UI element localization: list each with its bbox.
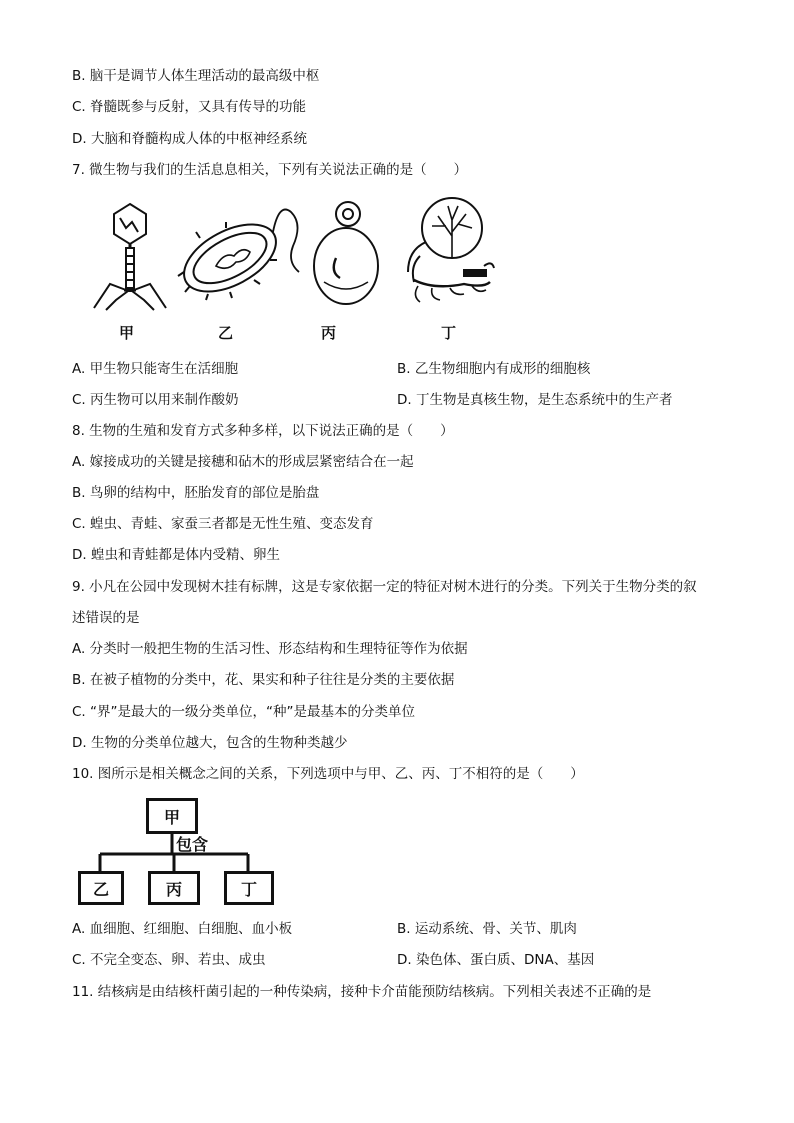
q9-stem-line1: 9. 小凡在公园中发现树木挂有标牌，这是专家依据一定的特征对树木进行的分类。下列关于生物分类的叙: [72, 579, 697, 595]
q6-option-b: B. 脑干是调节人体生理活动的最高级中枢: [72, 68, 320, 84]
q8-option-b: B. 鸟卵的结构中，胚胎发育的部位是胎盘: [72, 485, 320, 501]
figure-label-ding: 丁: [441, 324, 457, 342]
q9-option-b: B. 在被子植物的分类中，花、果实和种子往往是分类的主要依据: [72, 672, 455, 688]
q10-option-d: D. 染色体、蛋白质、DNA、基因: [397, 952, 595, 968]
figure-label-bing: 丙: [321, 324, 337, 342]
diagram-node-top: 甲: [146, 798, 198, 834]
diagram-node-child-1: 乙: [78, 871, 124, 905]
q10-option-a: A. 血细胞、红细胞、白细胞、血小板: [72, 921, 293, 937]
q8-option-c: C. 蝗虫、青蛙、家蚕三者都是无性生殖、变态发育: [72, 516, 374, 532]
q7-stem: 7. 微生物与我们的生活息息相关，下列有关说法正确的是（ ）: [72, 162, 468, 178]
yeast-drawing: [314, 202, 378, 304]
q8-stem: 8. 生物的生殖和发育方式多种多样，以下说法正确的是（ ）: [72, 423, 454, 439]
q11-stem: 11. 结核病是由结核杆菌引起的一种传染病，接种卡介苗能预防结核病。下列相关表述不正确的是: [72, 984, 652, 1000]
q10-option-c: C. 不完全变态、卵、若虫、成虫: [72, 952, 266, 968]
q7-option-a: A. 甲生物只能寄生在活细胞: [72, 361, 239, 377]
mold-drawing: [408, 198, 494, 302]
q7-option-b: B. 乙生物细胞内有成形的细胞核: [397, 361, 591, 377]
q9-option-d: D. 生物的分类单位越大，包含的生物种类越少: [72, 735, 348, 751]
q8-option-d: D. 蝗虫和青蛙都是体内受精、卵生: [72, 547, 280, 563]
q9-option-c: C. “界”是最大的一级分类单位，“种”是最基本的分类单位: [72, 704, 415, 720]
bacterium-drawing: [173, 210, 299, 306]
q7-option-d: D. 丁生物是真核生物，是生态系统中的生产者: [397, 392, 673, 408]
q6-option-d: D. 大脑和脊髓构成人体的中枢神经系统: [72, 131, 307, 147]
q10-stem: 10. 图所示是相关概念之间的关系，下列选项中与甲、乙、丙、丁不相符的是（ ）: [72, 766, 584, 782]
q8-option-a: A. 嫁接成功的关键是接穗和砧木的形成层紧密结合在一起: [72, 454, 414, 470]
q7-option-c: C. 丙生物可以用来制作酸奶: [72, 392, 239, 408]
q10-option-b: B. 运动系统、骨、关节、肌肉: [397, 921, 577, 937]
figure-label-jia: 甲: [119, 324, 135, 342]
bacteriophage-drawing: [94, 204, 166, 310]
diagram-relation-label: 包含: [176, 835, 209, 854]
diagram-node-child-2: 丙: [148, 871, 200, 905]
q9-stem-line2: 述错误的是: [72, 610, 140, 626]
q9-option-a: A. 分类时一般把生物的生活习性、形态结构和生理特征等作为依据: [72, 641, 468, 657]
diagram-node-child-3: 丁: [224, 871, 274, 905]
figure-label-yi: 乙: [218, 324, 234, 342]
q6-option-c: C. 脊髓既参与反射，又具有传导的功能: [72, 99, 307, 115]
microorganisms-figure: [80, 196, 500, 318]
